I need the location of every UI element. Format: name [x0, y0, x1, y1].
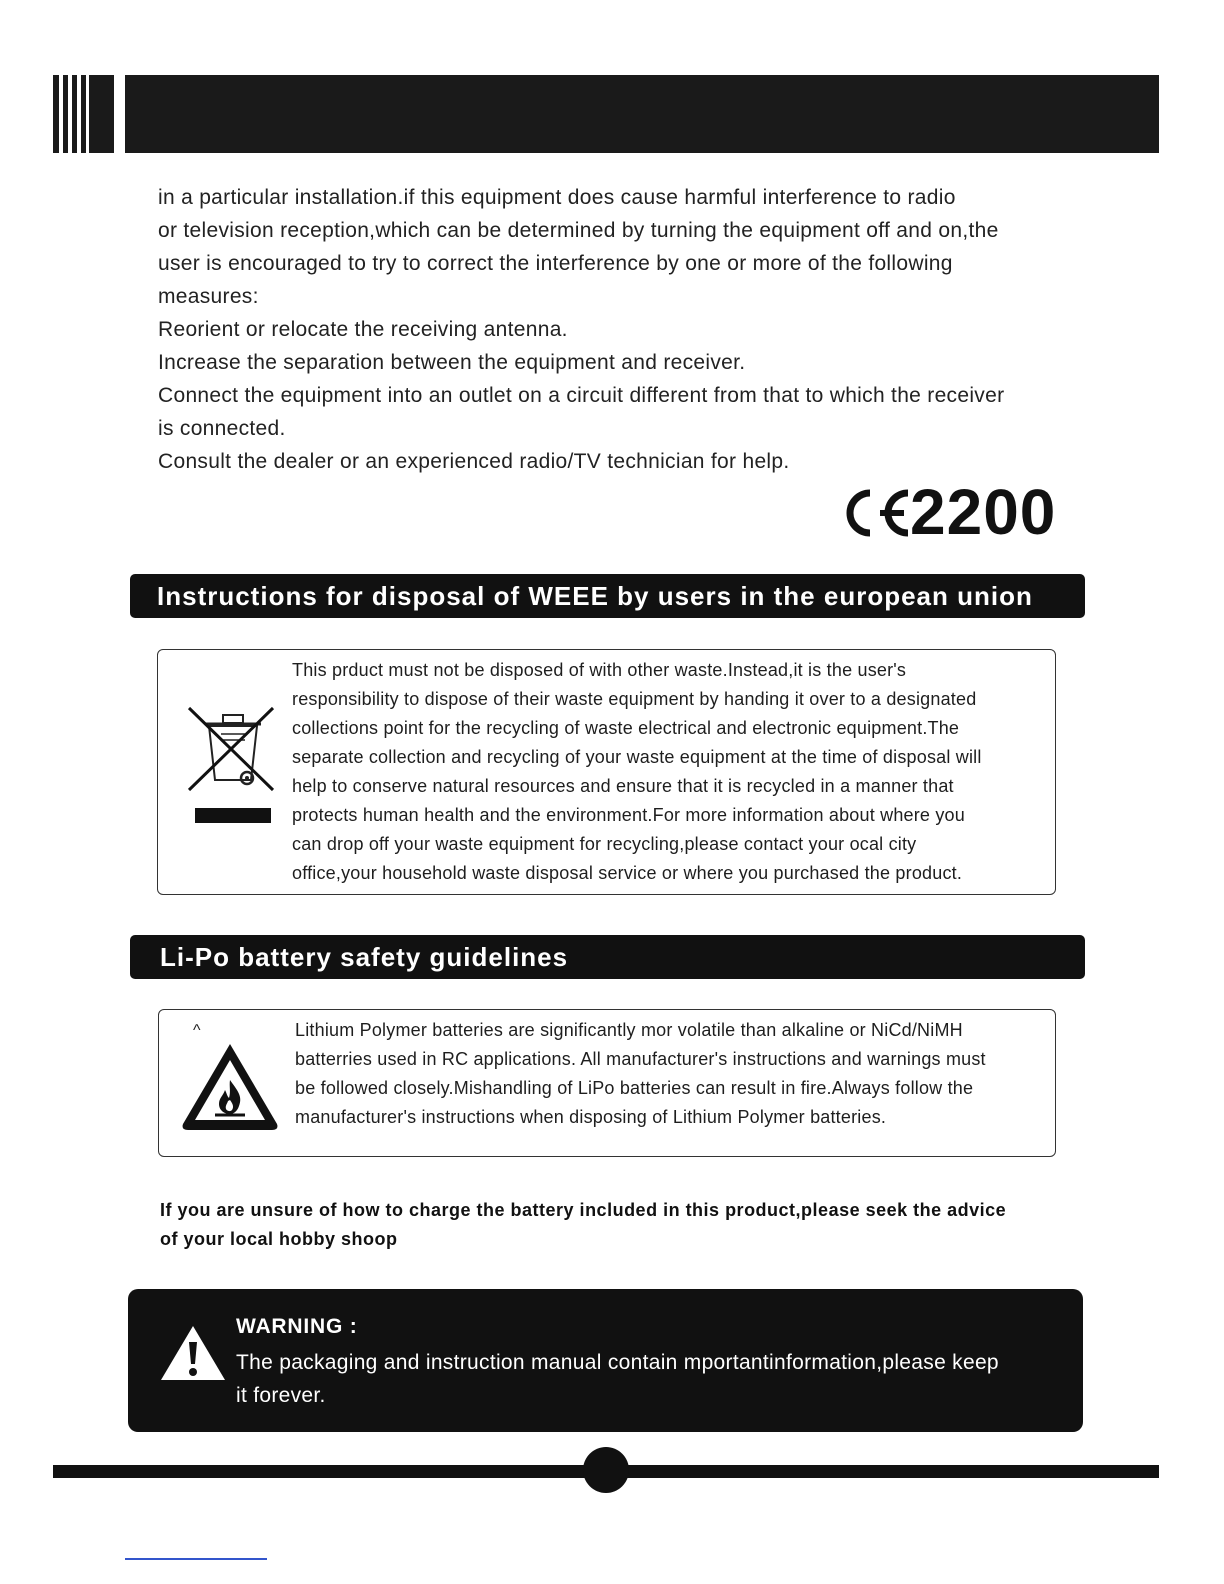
weee-line: separate collection and recycling of your waste equipment at the time of disposal will [292, 747, 982, 767]
intro-line: Increase the separation between the equipment and receiver. [158, 351, 746, 374]
lipo-line: manufacturer's instructions when disposing of Lithium Polymer batteries. [295, 1107, 887, 1127]
ce-number: 2200 [910, 476, 1057, 548]
lipo-title-text: Li-Po battery safety guidelines [160, 942, 569, 972]
header-stripe [89, 75, 114, 153]
exclamation-triangle-icon [159, 1324, 227, 1382]
lipo-info-box [158, 1009, 1056, 1157]
intro-line: user is encouraged to try to correct the interference by one or more of the following [158, 252, 953, 275]
weee-line: collections point for the recycling of waste electrical and electronic equipment.The [292, 718, 960, 738]
intro-line: in a particular installation.if this equipment does cause harmful interference to radio [158, 186, 956, 209]
weee-section-title [130, 574, 1085, 618]
weee-info-box [157, 649, 1056, 895]
footer-dot [583, 1447, 629, 1493]
intro-line: measures: [158, 285, 259, 308]
lipo-section-title [130, 935, 1085, 979]
header-stripe [72, 75, 77, 153]
warning-line: The packaging and instruction manual contain mportantinformation,please keep [236, 1351, 999, 1374]
weee-line: protects human health and the environment.For more information about where you [292, 805, 965, 825]
intro-line: or television reception,which can be determined by turning the equipment off and on,the [158, 219, 999, 242]
weee-line: can drop off your waste equipment for recycling,please contact your ocal city [292, 834, 917, 854]
warning-title: WARNING : [236, 1315, 358, 1338]
intro-line: Reorient or relocate the receiving antenna. [158, 318, 568, 341]
warning-text [236, 1346, 1066, 1412]
header-bar [125, 75, 1159, 153]
lipo-line: be followed closely.Mishandling of LiPo batteries can result in fire.Always follow the [295, 1078, 974, 1098]
charging-advice [160, 1196, 1060, 1254]
fire-warning-icon [177, 1038, 283, 1134]
crossed-bin-icon [183, 700, 283, 826]
bottom-link-underline [125, 1558, 267, 1560]
weee-line: This prduct must not be disposed of with other waste.Instead,it is the user's [292, 660, 907, 680]
lipo-line: batterries used in RC applications. All manufacturer's instructions and warnings must [295, 1049, 986, 1069]
header-stripe [81, 75, 86, 153]
lipo-text [295, 1016, 1055, 1132]
weee-line: help to conserve natural resources and ensure that it is recycled in a manner that [292, 776, 954, 796]
ce-certification [836, 476, 1057, 548]
advice-line: of your local hobby shoop [160, 1229, 398, 1249]
intro-line: Consult the dealer or an experienced radio/TV technician for help. [158, 450, 790, 473]
lipo-line: Lithium Polymer batteries are significantly mor volatile than alkaline or NiCd/NiMH [295, 1020, 963, 1040]
weee-title-text: Instructions for disposal of WEEE by users in the european union [157, 581, 1033, 611]
advice-line: If you are unsure of how to charge the battery included in this product,please seek the advice [160, 1200, 1007, 1220]
intro-line: Connect the equipment into an outlet on a circuit different from that to which the receiver [158, 384, 1005, 407]
caret-mark: ^ [193, 1022, 201, 1039]
header-stripe [63, 75, 68, 153]
weee-line: responsibility to dispose of their waste equipment by handing it over to a designated [292, 689, 977, 709]
intro-text [158, 181, 1078, 478]
weee-line: office,your household waste disposal service or where you purchased the product. [292, 863, 963, 883]
header-stripe [53, 75, 59, 153]
ce-mark-icon [836, 482, 912, 544]
warning-line: it forever. [236, 1384, 326, 1407]
weee-text [292, 656, 1052, 888]
intro-line: is connected. [158, 417, 286, 440]
